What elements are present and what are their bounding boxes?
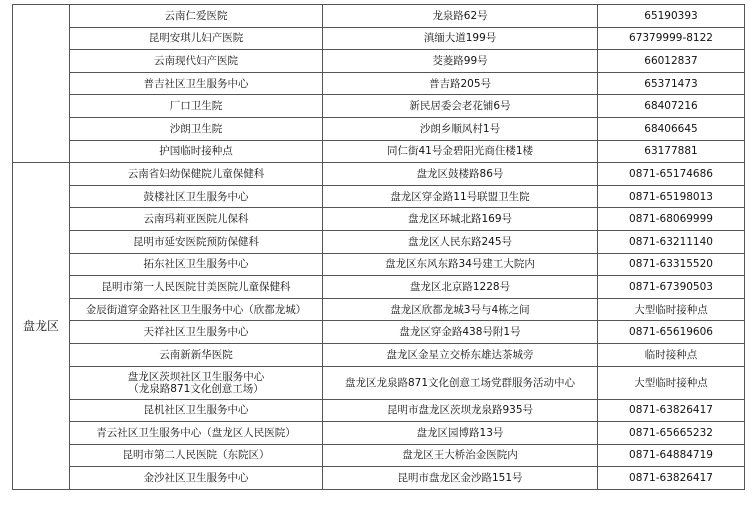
site-name-cell: 云南玛莉亚医院儿保科: [70, 208, 323, 231]
address-cell: 同仁街41号金碧阳光商住楼1楼: [323, 140, 598, 163]
table-row: [13, 321, 745, 344]
site-name-cell: 昆明市第二人民医院（东院区）: [70, 444, 323, 467]
phone-cell: 67379999-8122: [598, 27, 745, 50]
address-cell: 盘龙区东风东路34号建工大院内: [323, 253, 598, 276]
phone-cell: 63177881: [598, 140, 745, 163]
address-cell: 滇缅大道199号: [323, 27, 598, 50]
table-row: [13, 298, 745, 321]
phone-cell: 0871-67390503: [598, 276, 745, 299]
address-cell: 盘龙区鼓楼路86号: [323, 163, 598, 186]
site-name-cell: 昆明市第一人民医院甘美医院儿童保健科: [70, 276, 323, 299]
phone-cell: 临时接种点: [598, 343, 745, 366]
address-cell: 盘龙区穿金路438号附1号: [323, 321, 598, 344]
address-cell: 盘龙区欣都龙城3号与4栋之间: [323, 298, 598, 321]
site-name-cell: 护国临时接种点: [70, 140, 323, 163]
phone-cell: 0871-65198013: [598, 185, 745, 208]
site-name-cell: 沙朗卫生院: [70, 117, 323, 140]
phone-cell: 0871-65174686: [598, 163, 745, 186]
address-cell: 昆明市盘龙区茨坝龙泉路935号: [323, 399, 598, 422]
site-name-cell: 云南省妇幼保健院儿童保健科: [70, 163, 323, 186]
table-row: [13, 208, 745, 231]
phone-cell: 65371473: [598, 72, 745, 95]
phone-cell: 0871-64884719: [598, 444, 745, 467]
table-row: [13, 366, 745, 399]
address-cell: 盘龙区北京路1228号: [323, 276, 598, 299]
address-cell: 普吉路205号: [323, 72, 598, 95]
table-row: [13, 117, 745, 140]
site-name-cell: [70, 366, 323, 399]
site-name-line: （龙泉路871文化创意工场）: [128, 382, 264, 395]
site-name-cell: 拓东社区卫生服务中心: [70, 253, 323, 276]
phone-cell: 68407216: [598, 95, 745, 118]
phone-cell: 0871-63315520: [598, 253, 745, 276]
table-row: [13, 140, 745, 163]
table-row: [13, 253, 745, 276]
address-cell: 昆明市盘龙区金沙路151号: [323, 467, 598, 490]
table-row: [13, 422, 745, 445]
site-name-cell: 金沙社区卫生服务中心: [70, 467, 323, 490]
site-name-cell: 青云社区卫生服务中心（盘龙区人民医院）: [70, 422, 323, 445]
table-row: [13, 467, 745, 490]
table-row: [13, 50, 745, 73]
site-name-cell: 云南新新华医院: [70, 343, 323, 366]
phone-cell: 65190393: [598, 5, 745, 28]
site-name-line: 盘龙区茨坝社区卫生服务中心: [127, 370, 265, 383]
site-name-cell: 昆明安琪儿妇产医院: [70, 27, 323, 50]
phone-cell: 0871-65619606: [598, 321, 745, 344]
site-name-cell: 昆明市延安医院预防保健科: [70, 230, 323, 253]
address-cell: 盘龙区环城北路169号: [323, 208, 598, 231]
phone-cell: 0871-65665232: [598, 422, 745, 445]
table-row: [13, 27, 745, 50]
table-row: [13, 399, 745, 422]
table-row: [13, 343, 745, 366]
site-name-cell: 金辰街道穿金路社区卫生服务中心（欣都龙城）: [70, 298, 323, 321]
phone-cell: 0871-63211140: [598, 230, 745, 253]
site-name-cell: 昆机社区卫生服务中心: [70, 399, 323, 422]
address-cell: 盘龙区龙泉路871文化创意工场党群服务活动中心: [323, 366, 598, 399]
phone-cell: 0871-63826417: [598, 467, 745, 490]
phone-cell: 大型临时接种点: [598, 366, 745, 399]
table-row: [13, 185, 745, 208]
table-row: [13, 276, 745, 299]
phone-cell: 66012837: [598, 50, 745, 73]
address-cell: 沙朗乡顺风村1号: [323, 117, 598, 140]
phone-cell: 0871-68069999: [598, 208, 745, 231]
site-name-cell: 厂口卫生院: [70, 95, 323, 118]
address-cell: 盘龙区金星立交桥东雄达茶城旁: [323, 343, 598, 366]
district-cell: 盘龙区: [13, 163, 70, 490]
table-body: [13, 5, 745, 490]
table-row: [13, 230, 745, 253]
vaccination-sites-table: [12, 4, 745, 490]
site-name-cell: 普吉社区卫生服务中心: [70, 72, 323, 95]
phone-cell: 0871-63826417: [598, 399, 745, 422]
district-cell: [13, 5, 70, 163]
address-cell: 盘龙区王大桥治金医院内: [323, 444, 598, 467]
table-row: [13, 95, 745, 118]
site-name-cell: 天祥社区卫生服务中心: [70, 321, 323, 344]
address-cell: 盘龙区穿金路11号联盟卫生院: [323, 185, 598, 208]
table-row: [13, 444, 745, 467]
address-cell: 龙泉路62号: [323, 5, 598, 28]
site-name-cell: 云南现代妇产医院: [70, 50, 323, 73]
address-cell: 盘龙区人民东路245号: [323, 230, 598, 253]
phone-cell: 大型临时接种点: [598, 298, 745, 321]
address-cell: 茭菱路99号: [323, 50, 598, 73]
table-row: [13, 5, 745, 28]
table-row: [13, 72, 745, 95]
site-name-cell: 鼓楼社区卫生服务中心: [70, 185, 323, 208]
address-cell: 盘龙区园博路13号: [323, 422, 598, 445]
site-name-cell: 云南仁爱医院: [70, 5, 323, 28]
phone-cell: 68406645: [598, 117, 745, 140]
table-row: [13, 163, 745, 186]
address-cell: 新民居委会老花铺6号: [323, 95, 598, 118]
